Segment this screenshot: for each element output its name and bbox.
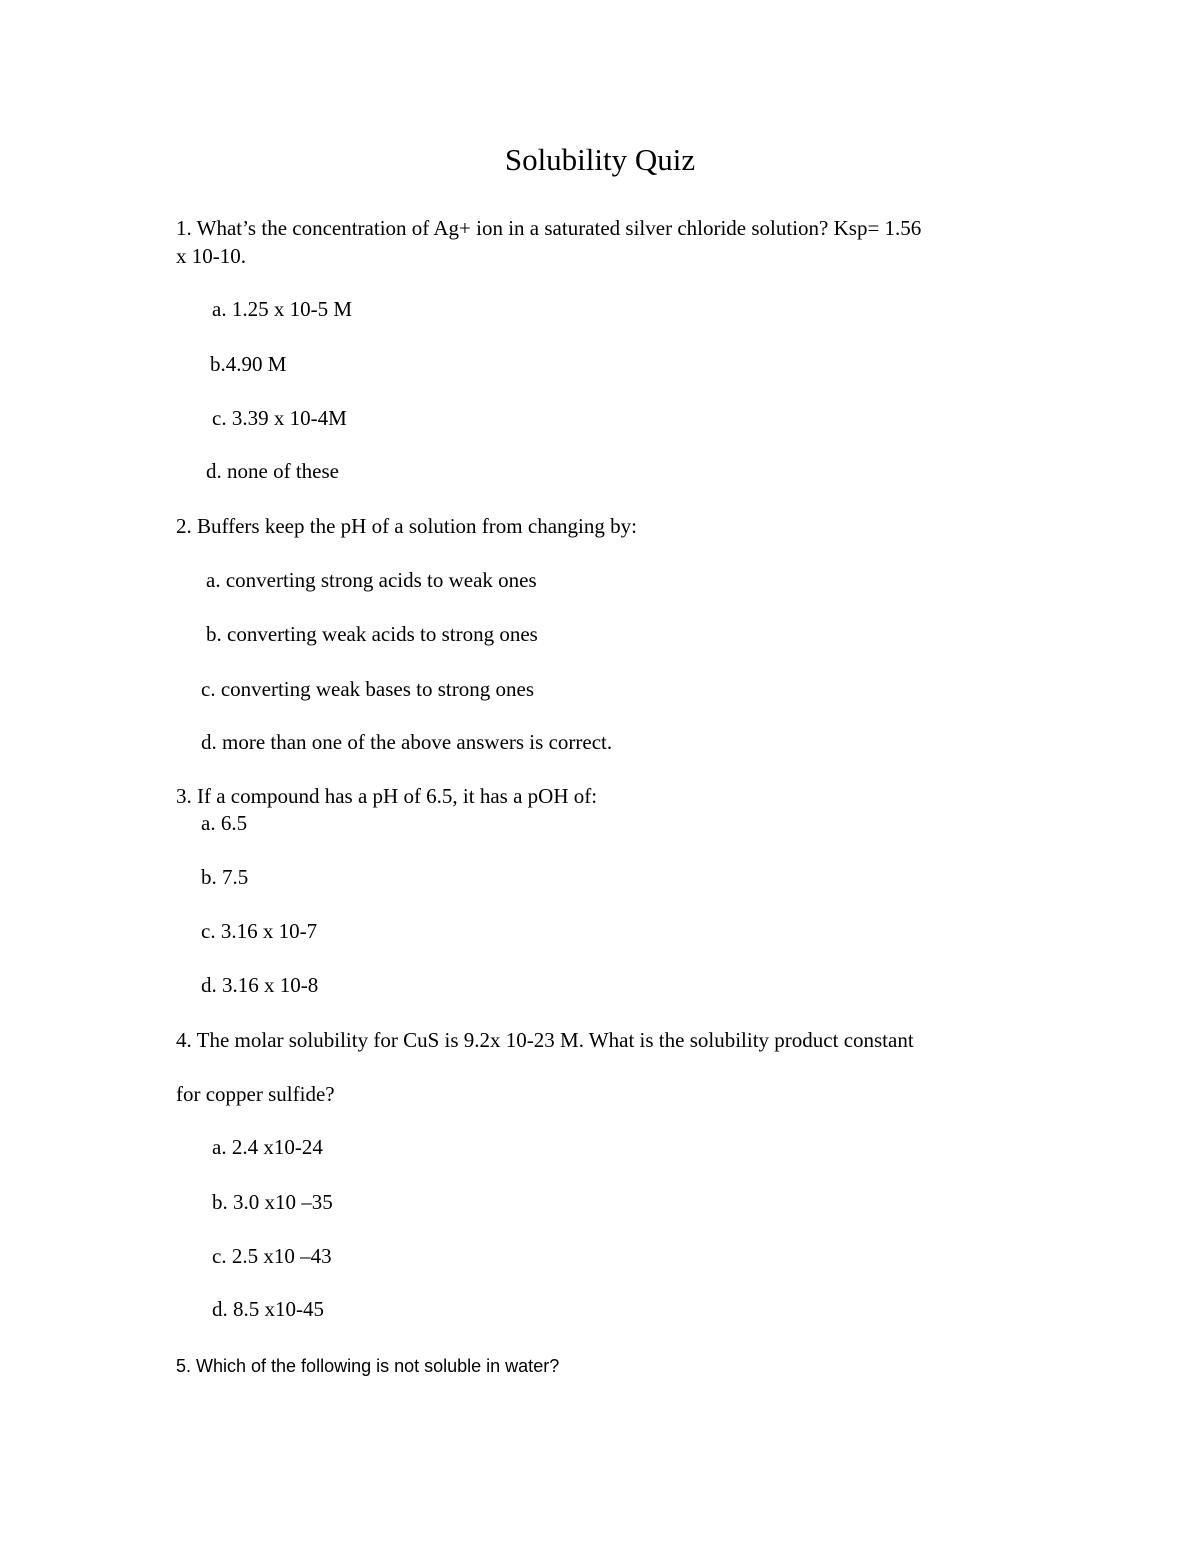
question-3-option-c: c. 3.16 x 10-7 [201,919,318,943]
question-4-option-b: b. 3.0 x10 –35 [212,1190,333,1214]
page-title: Solubility Quiz [504,142,696,177]
question-2-option-d: d. more than one of the above answers is correct. [201,730,613,754]
question-4-option-a: a. 2.4 x10-24 [212,1135,323,1159]
question-2-option-a: a. converting strong acids to weak ones [206,568,537,592]
question-2-option-b: b. converting weak acids to strong ones [206,622,538,646]
question-1-option-c: c. 3.39 x 10-4M [212,406,347,430]
question-3-option-a: a. 6.5 [201,811,248,835]
question-4-text: 4. The molar solubility for CuS is 9.2x 10-23 M. What is the solubility product constant [176,1028,914,1052]
question-4-option-d: d. 8.5 x10-45 [212,1297,324,1321]
question-3-text: 3. If a compound has a pH of 6.5, it has a pOH of: [176,784,598,808]
question-2-text: 2. Buffers keep the pH of a solution from changing by: [176,514,637,538]
question-1-text: 1. What’s the concentration of Ag+ ion in a saturated silver chloride solution? Ksp= 1.56 [176,216,922,240]
question-1-option-d: d. none of these [206,459,339,483]
question-5-text: 5. Which of the following is not soluble in water? [176,1356,560,1376]
question-1-text-continued: x 10-10. [176,244,246,268]
question-4-text-continued: for copper sulfide? [176,1082,335,1106]
question-2-option-c: c. converting weak bases to strong ones [201,677,534,701]
question-4-option-c: c. 2.5 x10 –43 [212,1244,332,1268]
question-1-option-a: a. 1.25 x 10-5 M [212,297,352,321]
question-3-option-d: d. 3.16 x 10-8 [201,973,319,997]
question-1-option-b: b.4.90 M [210,352,287,376]
question-3-option-b: b. 7.5 [201,865,249,889]
